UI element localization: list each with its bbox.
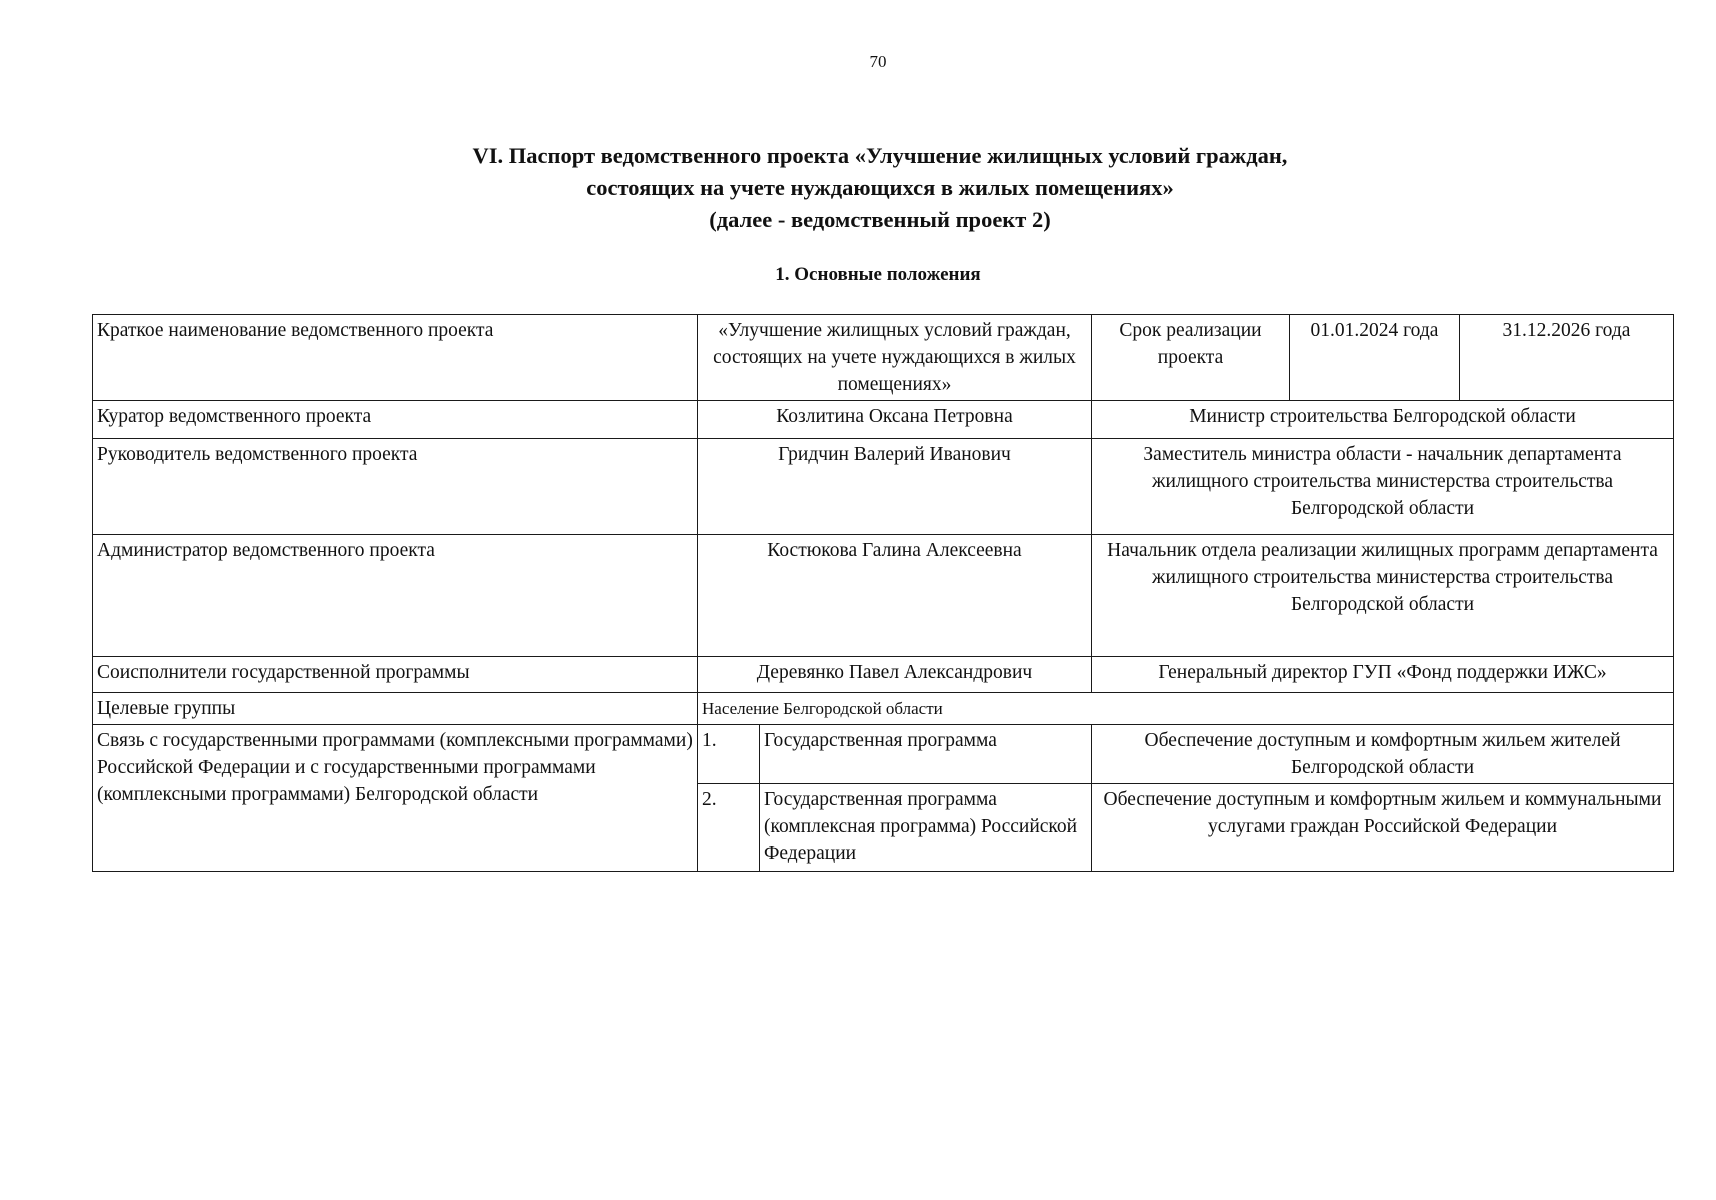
curator-label: Куратор ведомственного проекта — [93, 401, 698, 439]
table-row-links-1 — [93, 725, 1674, 784]
table-row-curator — [93, 401, 1674, 439]
link-item-type: Государственная программа (комплексная программа) Российской Федерации — [760, 784, 1092, 872]
co-executors-position: Генеральный директор ГУП «Фонд поддержки ИЖС» — [1092, 657, 1674, 693]
table-row-target-groups — [93, 693, 1674, 725]
link-item-number: 1. — [698, 725, 760, 784]
table-row-short-name — [93, 315, 1674, 401]
document-title — [300, 140, 1460, 236]
administrator-label: Администратор ведомственного проекта — [93, 535, 698, 657]
target-groups-value: Население Белгородской области — [698, 693, 1674, 725]
link-item-type: Государственная программа — [760, 725, 1092, 784]
curator-name: Козлитина Оксана Петровна — [698, 401, 1092, 439]
link-item-number: 2. — [698, 784, 760, 872]
passport-table — [92, 314, 1674, 872]
table-row-head — [93, 439, 1674, 535]
head-position: Заместитель министра области - начальник департамента жилищного строительства министерства строительства Белгородской области — [1092, 439, 1674, 535]
title-line-1: VI. Паспорт ведомственного проекта «Улучшение жилищных условий граждан, — [472, 143, 1288, 168]
title-line-3: (далее - ведомственный проект 2) — [709, 207, 1051, 232]
section-heading: 1. Основные положения — [775, 264, 981, 285]
end-date: 31.12.2026 года — [1460, 315, 1674, 401]
co-executors-label: Соисполнители государственной программы — [93, 657, 698, 693]
page-number: 70 — [869, 52, 887, 71]
table-row-administrator — [93, 535, 1674, 657]
link-item-name: Обеспечение доступным и комфортным жильем и коммунальными услугами граждан Российской Федерации — [1092, 784, 1674, 872]
head-name: Гридчин Валерий Иванович — [698, 439, 1092, 535]
co-executors-name: Деревянко Павел Александрович — [698, 657, 1092, 693]
short-name-label: Краткое наименование ведомственного проекта — [93, 315, 698, 401]
administrator-name: Костюкова Галина Алексеевна — [698, 535, 1092, 657]
curator-position: Министр строительства Белгородской области — [1092, 401, 1674, 439]
links-label: Связь с государственными программами (комплексными программами) Российской Федерации и с государственными программами (комплексными программами) Белгородской области — [93, 725, 698, 872]
administrator-position: Начальник отдела реализации жилищных программ департамента жилищного строительства министерства строительства Белгородской области — [1092, 535, 1674, 657]
head-label: Руководитель ведомственного проекта — [93, 439, 698, 535]
table-row-co-executors — [93, 657, 1674, 693]
implementation-period-label: Срок реализации проекта — [1092, 315, 1290, 401]
short-name-value: «Улучшение жилищных условий граждан, состоящих на учете нуждающихся в жилых помещениях» — [698, 315, 1092, 401]
start-date: 01.01.2024 года — [1290, 315, 1460, 401]
title-line-2: состоящих на учете нуждающихся в жилых помещениях» — [586, 175, 1174, 200]
link-item-name: Обеспечение доступным и комфортным жильем жителей Белгородской области — [1092, 725, 1674, 784]
target-groups-label: Целевые группы — [93, 693, 698, 725]
